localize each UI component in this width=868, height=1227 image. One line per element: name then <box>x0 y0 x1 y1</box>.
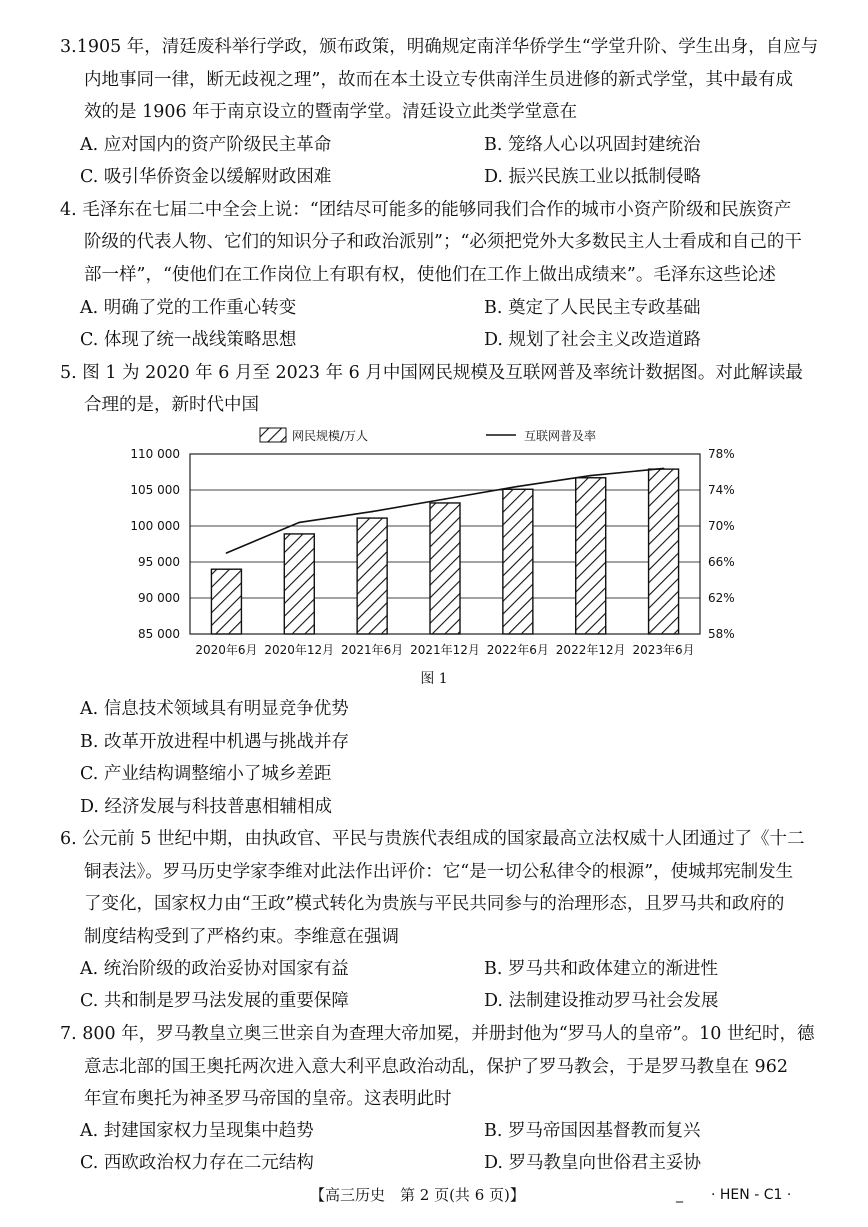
y2-tick-label: 66% <box>708 555 735 569</box>
question-6-option-c: C. 共和制是罗马法发展的重要保障 <box>80 991 349 1011</box>
question-5-option-a: A. 信息技术领域具有明显竞争优势 <box>80 699 349 719</box>
question-3-option-c: C. 吸引华侨资金以缓解财政困难 <box>80 167 332 187</box>
legend-bar-label: 网民规模/万人 <box>292 429 369 443</box>
question-3-option-a: A. 应对国内的资产阶级民主革命 <box>80 135 332 155</box>
line-point <box>590 475 592 477</box>
y2-tick-label: 58% <box>708 627 735 641</box>
y-tick-label: 95 000 <box>138 555 180 569</box>
question-5-option-c: C. 产业结构调整缩小了城乡差距 <box>80 764 332 784</box>
question-7-option-c: C. 西欧政治权力存在二元结构 <box>80 1153 314 1173</box>
bar <box>503 489 533 634</box>
line-point <box>371 511 373 513</box>
chart-caption: 图 1 <box>420 671 448 687</box>
question-6-line-1: 6. 公元前 5 世纪中期，由执政官、平民与贵族代表组成的国家最高立法权威十人团通过了《十二 <box>60 829 805 849</box>
line-point <box>444 498 446 500</box>
x-tick-label: 2022年12月 <box>555 643 626 657</box>
x-tick-label: 2021年6月 <box>341 643 404 657</box>
question-6-line-3: 了变化，国家权力由“王政”模式转化为贵族与平民共同参与的治理形态，且罗马共和政府的 <box>84 894 785 914</box>
y2-tick-label: 74% <box>708 483 735 497</box>
question-5-option-d: D. 经济发展与科技普惠相辅相成 <box>80 797 333 817</box>
question-3-option-d: D. 振兴民族工业以抵制侵略 <box>484 167 702 187</box>
footer-page-info: 【高三历史 第 2 页(共 6 页)】 <box>310 1186 525 1204</box>
question-3-line-2: 内地事同一律，断无歧视之理”，故而在本土设立专供南洋生员进修的新式学堂，其中最有成 <box>84 70 793 90</box>
x-tick-label: 2023年6月 <box>632 643 695 657</box>
x-tick-label: 2020年6月 <box>195 643 258 657</box>
question-4-option-d: D. 规划了社会主义改造道路 <box>484 330 702 350</box>
x-tick-label: 2020年12月 <box>264 643 335 657</box>
y2-tick-label: 70% <box>708 519 735 533</box>
question-7-line-1: 7. 800 年，罗马教皇立奥三世亲自为查理大帝加冕，并册封他为“罗马人的皇帝”。10 世纪时，德 <box>60 1024 815 1044</box>
question-7-line-3: 年宣布奥托为神圣罗马帝国的皇帝。这表明此时 <box>84 1089 452 1109</box>
x-tick-label: 2022年6月 <box>486 643 549 657</box>
y-tick-label: 85 000 <box>138 627 180 641</box>
question-3-option-b: B. 笼络人心以巩固封建统治 <box>484 135 701 155</box>
y-tick-label: 100 000 <box>130 519 180 533</box>
line-point <box>226 552 228 554</box>
question-4-line-3: 部一样”，“使他们在工作岗位上有职有权，使他们在工作上做出成绩来”。毛泽东这些论述 <box>84 265 776 285</box>
question-5-line-1: 5. 图 1 为 2020 年 6 月至 2023 年 6 月中国网民规模及互联网普及率统计数据图。对此解读最 <box>60 363 803 383</box>
bar <box>649 469 679 634</box>
bar <box>357 518 387 634</box>
internet-chart <box>100 418 780 668</box>
legend-bar-swatch <box>260 428 286 442</box>
question-4-option-b: B. 奠定了人民民主专政基础 <box>484 298 701 318</box>
question-7-option-b: B. 罗马帝国因基督教而复兴 <box>484 1121 701 1141</box>
question-7-line-2: 意志北部的国王奥托两次进入意大利平息政治动乱，保护了罗马教会，于是罗马教皇在 962 <box>84 1057 788 1077</box>
bar <box>430 503 460 634</box>
question-7-option-a: A. 封建国家权力呈现集中趋势 <box>80 1121 314 1141</box>
line-point <box>298 522 300 524</box>
question-4-option-a: A. 明确了党的工作重心转变 <box>80 298 297 318</box>
question-5-option-b: B. 改革开放进程中机遇与挑战并存 <box>80 732 349 752</box>
question-3-line-1: 3.1905 年，清廷废科举行学政，颁布政策，明确规定南洋华侨学生“学堂升阶、学生出身，自应与 <box>60 37 819 57</box>
question-3-line-3: 效的是 1906 年于南京设立的暨南学堂。清廷设立此类学堂意在 <box>84 102 578 122</box>
bar <box>211 569 241 634</box>
question-4-option-c: C. 体现了统一战线策略思想 <box>80 330 297 350</box>
line-point <box>517 486 519 488</box>
question-4-line-1: 4. 毛泽东在七届二中全会上说：“团结尽可能多的能够同我们合作的城市小资产阶级和民族资产 <box>60 200 792 220</box>
question-6-option-b: B. 罗马共和政体建立的渐进性 <box>484 959 718 979</box>
question-6-line-2: 铜表法》。罗马历史学家李维对此法作出评价：它“是一切公私律令的根源”，使城邦宪制发生 <box>84 862 794 882</box>
question-6-option-d: D. 法制建设推动罗马社会发展 <box>484 991 719 1011</box>
question-6-option-a: A. 统治阶级的政治妥协对国家有益 <box>80 959 349 979</box>
x-tick-label: 2021年12月 <box>410 643 480 657</box>
y-tick-label: 90 000 <box>138 591 180 605</box>
y2-tick-label: 78% <box>708 447 735 461</box>
legend-line-label: 互联网普及率 <box>524 429 597 443</box>
y2-tick-label: 62% <box>708 591 735 605</box>
question-7-option-d: D. 罗马教皇向世俗君主妥协 <box>484 1153 702 1173</box>
y-tick-label: 105 000 <box>130 483 180 497</box>
question-6-line-4: 制度结构受到了严格约束。李维意在强调 <box>84 927 399 947</box>
bar <box>284 534 314 634</box>
question-5-line-2: 合理的是，新时代中国 <box>84 395 259 415</box>
line-point <box>663 468 665 470</box>
footer-code: _ · HEN - C1 · <box>676 1187 792 1203</box>
question-4-line-2: 阶级的代表人物、它们的知识分子和政治派别”；“必须把党外大多数民主人士看成和自己的干 <box>84 232 802 252</box>
bar <box>576 478 606 634</box>
y-tick-label: 110 000 <box>130 447 180 461</box>
chart-svg <box>100 418 780 668</box>
